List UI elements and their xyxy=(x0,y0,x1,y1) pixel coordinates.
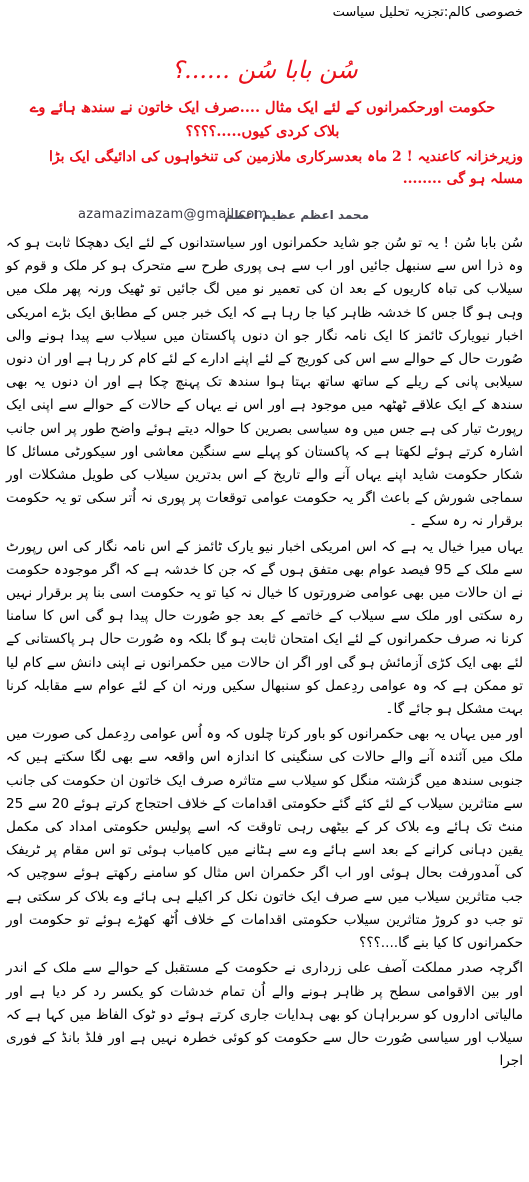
article-body xyxy=(6,232,523,1075)
byline xyxy=(0,205,529,227)
article-headline: سُن بابا سُن ......؟ xyxy=(171,56,358,84)
author-name: محمد اعظم عظیم اعظم xyxy=(224,208,369,222)
article-subheadline: حکومت اورحکمرانوں کے لئے ایک مثال ....صرف ایک خاتون نے سندھ ہائے وے بلاک کردی کیوں.....؟؟؟؟ xyxy=(29,99,496,140)
author-email[interactable]: azamazimazam@gmail.com xyxy=(78,207,268,222)
column-kicker: خصوصی کالم:تجزیہ تحلیل سیاست xyxy=(332,5,523,20)
body-paragraph: سُن بابا سُن ! یہ تو سُن جو شاید حکمرانوں اور سیاستدانوں کے لئے ایک دھچکا ثابت ہو کہ وہ ذرا اس سے سنبھل جائیں اور اب سے ہی پوری طرح سے متحرک ہو کر ملک و قوم کو سیلاب کی تباہ کاریوں کے بعد ان کی تعمیر نو میں لگ جائیں تو ٹھیک ورنہ پھر ملک میں وہی ہو گا جس کا خدشہ ظاہر کیا جا رہا ہے کہ ایک خبر جس کے مطابق ایک بڑے امریکی اخبار نیویارک ٹائمز کا ایک نامہ نگار جو ان دنوں پاکستان میں سیلاب سے پیدا ہونے والی صُورت حال کے حوالے سے اس کی کوریج کے لئے اپنے ادارے کے لئے کام کر رہا ہے اور ان دنوں سیلابی پانی کے ریلے کے ساتھ ساتھ بہتا ہوا سندھ تک پہنچ چکا ہے اور ان دنوں یہ بھی سندھ کے ایک علاقے ٹھٹھہ میں موجود ہے اور اس نے یہاں کے حالات کے حوالے سے اپنی ایک رپورٹ تیار کی ہے جس میں وہ سیاسی بصرین کا حوالہ دیتے ہوئے واضح طور پر اس جانب اشارہ کرتے ہوئے لکھتا ہے کہ پاکستان کو پہلے سے سنگین معاشی اور سیکورٹی مسائل کا شکار حکومت شاید اپنے یہاں آنے والے تاریخ کے اس بدترین سیلاب کی طویل مشکلات اور سماجی شورش کے باعث اگر یہ حکومت عوامی توقعات پر پوری نہ اُتر سکی تو یہ حکومت برقرار نہ رہ سکے ۔ xyxy=(6,235,523,530)
body-paragraph: اور میں یہاں یہ بھی حکمرانوں کو باور کرتا چلوں کہ وہ اُس عوامی ردِعمل کی صورت میں ملک میں آئندہ آنے والے حالات کی سنگینی کا اندازہ اس واقعہ سے بھی لگا سکتے ہیں کہ جنوبی سندھ میں گزشتہ منگل کو سیلاب سے متاثرہ صرف ایک خاتون ان حکومت کی جانب سے متاثرین سیلاب کے لئے کئے گئے حکومتی اقدامات کے خلاف احتجاج کرتے ہوئے 20 سے 25 منٹ تک ہائے وے بلاک کر کے بیٹھی رہی تاوقت کہ اسے پولیس حکومتی امداد کی مکمل یقین دہانی کرانے کے بعد اسے ہائے وے سے ہٹانے میں کامیاب ہوئی تو اس مقام پر ٹریفک کی آمدورفت بحال ہوئی اور اب اگر حکمران اس مثال کو سامنے رکھتے ہوئے سوچیں کہ جب متاثرین سیلاب میں سے صرف ایک خاتون نکل کر اکیلے ہی ہائے وے بلاک کر سکتی ہے تو جب دو کروڑ متاثرین سیلاب حکومتی اقدامات کے خلاف اُٹھ کھڑے ہوئے تو حکومت اور حکمرانوں کا کیا بنے گا....؟؟؟ xyxy=(6,726,523,952)
body-paragraph: اگرچہ صدر مملکت آصف علی زرداری نے حکومت کے مستقبل کے حوالے سے ملک کے اندر اور بین الاقوامی سطح پر ظاہر ہونے والے اُن تمام خدشات کو یکسر رد کر دیا ہے اور مالیاتی اداروں کو سربراہان کو بھی ہدایات جاری کرتے ہوئے دو ٹوک الفاظ میں کہا ہے کہ سیلاب اور سیاسی صُورت حال سے حکومت کو کوئی خطرہ نہیں ہے اور فلڈ بانڈ کے فوری اجرا xyxy=(6,960,523,1070)
body-paragraph: یہاں میرا خیال یہ ہے کہ اس امریکی اخبار نیو یارک ٹائمز کے اس نامہ نگار کی اس رپورٹ سے ملک کے 95 فیصد عوام بھی متفق ہوں گے کہ جن کا خدشہ ہے کہ اگر موجودہ حکومت نے ان حالات میں بھی عوامی ضرورتوں کا خیال نہ کیا تو یہ حکومت اسی بنا پر برقرار نہیں رہ سکتی اور ملک سے سیلاب کے خاتمے کے بعد جو صُورت حال پیدا ہو گی اس کا سامنا کرنا نہ صرف حکمرانوں کے لئے ایک امتحان ثابت ہو گا بلکہ وہ صُورت حال ہر پاکستانی کے لئے بھی ایک کڑی آزمائش ہو گی اور اگر ان حالات میں حکمرانوں نے اپنی دانش سے کام لیا تو ممکن ہے کہ وہ عوامی ردِعمل کو سنبھال سکیں ورنہ ان کے لئے عوام سے مقابلہ کرنا بہت مشکل ہو جائے گا۔ xyxy=(6,538,523,718)
article-deck: وزیرخزانہ کاعندیہ ! 2 ماہ بعدسرکاری ملازمین کی تنخواہوں کی ادائیگی ایک بڑا مسلہ ہو گی ........ xyxy=(49,149,523,187)
